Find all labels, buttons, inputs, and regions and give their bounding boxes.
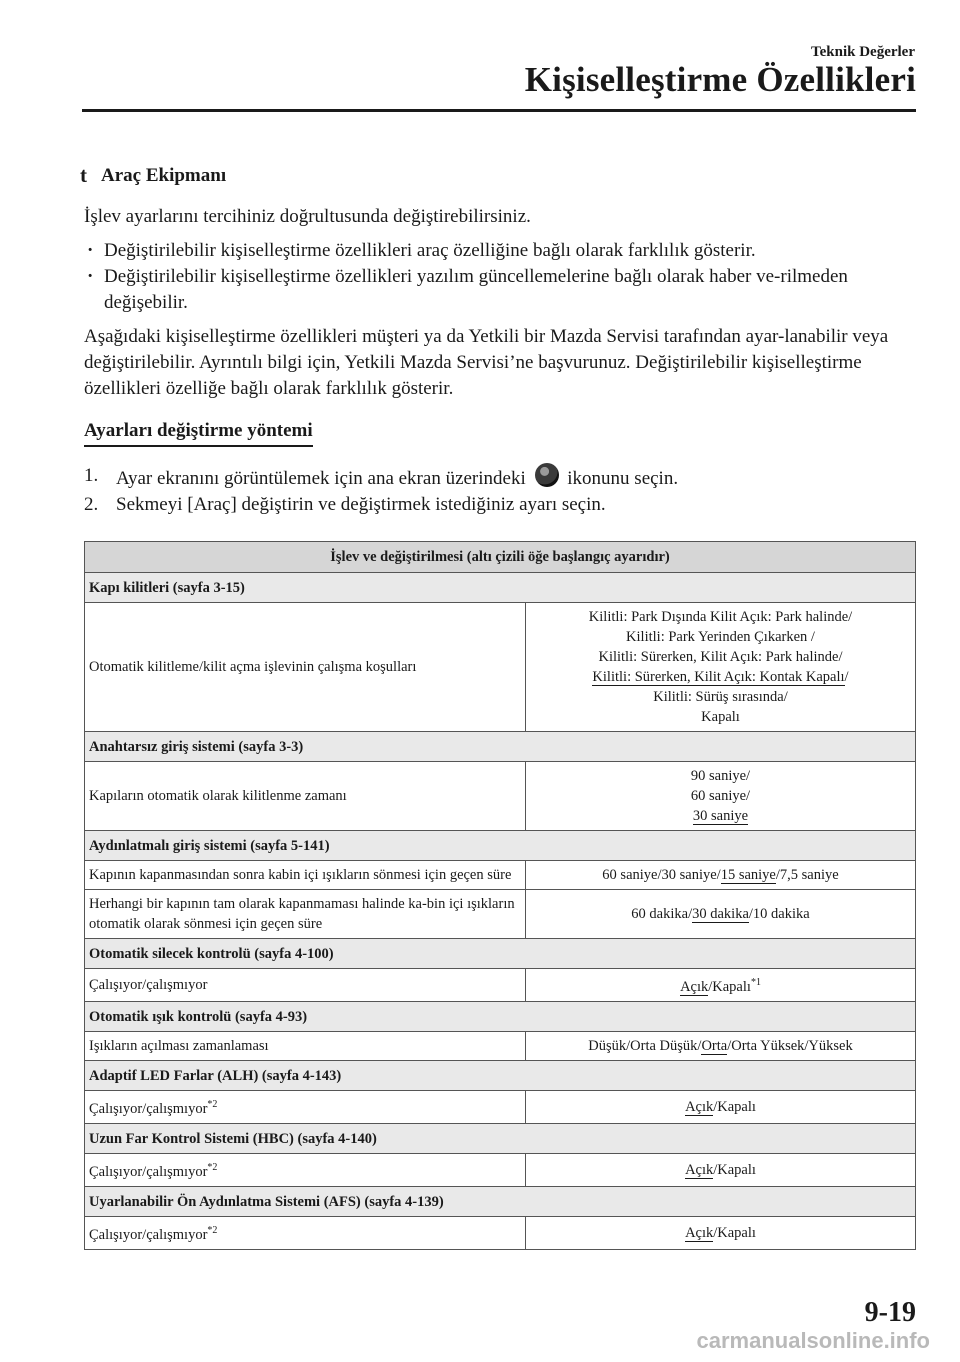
option — [530, 806, 911, 826]
step-item — [84, 463, 914, 492]
option: Kilitli: Park Dışında Kilit Açık: Park halinde/ — [588, 609, 853, 625]
default-option: 15 saniye — [720, 867, 776, 883]
section-marker-icon: t — [80, 163, 87, 187]
steps-list — [84, 463, 914, 518]
table-group-row — [85, 573, 916, 603]
default-option: Kilitli: Sürerken, Kilit Açık: Kontak Kapalı — [592, 669, 845, 685]
setting-options — [526, 603, 916, 732]
step-item — [84, 492, 914, 518]
watermark: carmanualsonline.info — [696, 1328, 930, 1353]
default-option: Açık — [685, 1099, 714, 1115]
table-header: İşlev ve değiştirilmesi (altı çizili öğe başlangıç ayarıdır) — [85, 542, 916, 573]
table-row — [85, 1091, 916, 1124]
setting-options — [526, 1154, 916, 1187]
function-label: Kapının kapanmasından sonra kabin içi ışıkların sönmesi için geçen süre — [85, 861, 526, 890]
function-label: Kapıların otomatik olarak kilitlenme zamanı — [85, 762, 526, 831]
function-label: Işıkların açılması zamanlaması — [85, 1032, 526, 1061]
option: Kapalı — [701, 709, 740, 725]
page-title: Kişiselleştirme Özellikleri — [524, 60, 916, 99]
body-content — [84, 204, 914, 518]
settings-gear-icon — [535, 463, 559, 487]
table-group-row — [85, 939, 916, 969]
option: 60 saniye/ — [690, 788, 751, 804]
table-row — [85, 890, 916, 939]
header-section-label: Teknik Değerler — [810, 44, 915, 60]
default-option: Açık — [680, 979, 709, 995]
setting-options — [526, 890, 916, 939]
footnote-marker: *2 — [207, 1225, 218, 1236]
table-row — [85, 762, 916, 831]
table-row — [85, 603, 916, 732]
option-text: /Kapalı — [713, 1162, 756, 1178]
table-group-row — [85, 1002, 916, 1032]
default-option: 30 dakika — [692, 906, 749, 922]
step-text: Sekmeyi [Araç] değiştirin ve değiştirmek istediğiniz ayarı seçin. — [116, 494, 606, 515]
option-text: /Kapalı — [713, 1099, 756, 1115]
table-group-row — [85, 732, 916, 762]
setting-options — [526, 861, 916, 890]
footnote-marker: *2 — [207, 1162, 218, 1173]
setting-options — [526, 1032, 916, 1061]
notes-list — [84, 238, 914, 316]
note-item: · Değiştirilebilir kişiselleştirme özellikleri araç özelliğine bağlı olarak farklılık gösterir. — [84, 238, 914, 264]
table-row — [85, 1154, 916, 1187]
option: Kilitli: Park Yerinden Çıkarken / — [626, 629, 815, 645]
function-label — [85, 1091, 526, 1124]
default-option: Açık — [685, 1162, 714, 1178]
table-group-row — [85, 1061, 916, 1091]
option: 90 saniye/ — [690, 768, 751, 784]
option-separator: / — [844, 669, 849, 685]
option: Kilitli: Sürüş sırasında/ — [653, 689, 788, 705]
table-row — [85, 861, 916, 890]
setting-options — [526, 1091, 916, 1124]
note-item: · Değiştirilebilir kişiselleştirme özellikleri yazılım güncellemelerine bağlı olarak haber ve-rilmeden değişebilir. — [84, 264, 914, 316]
group-label: Anahtarsız giriş sistemi (sayfa 3-3) — [85, 732, 916, 762]
option — [530, 667, 911, 687]
table-row — [85, 1217, 916, 1250]
settings-table — [84, 541, 916, 1250]
option-text: /7,5 saniye — [775, 867, 839, 883]
function-label-text: Çalışıyor/çalışmıyor — [89, 1227, 208, 1243]
default-option: 30 saniye — [692, 808, 749, 824]
step-text-after: ikonunu seçin. — [567, 468, 679, 489]
option-text: /Orta Yüksek/Yüksek — [727, 1038, 853, 1054]
function-label — [85, 1217, 526, 1250]
option-text: /Kapalı — [713, 1225, 756, 1241]
group-label: Kapı kilitleri (sayfa 3-15) — [85, 573, 916, 603]
function-label: Otomatik kilitleme/kilit açma işlevinin çalışma koşulları — [85, 603, 526, 732]
table-group-row — [85, 1124, 916, 1154]
step-text — [116, 463, 678, 492]
footnote-marker: *1 — [750, 977, 761, 988]
setting-options — [526, 969, 916, 1002]
table-row — [85, 1032, 916, 1061]
group-label: Uzun Far Kontrol Sistemi (HBC) (sayfa 4-140) — [85, 1124, 916, 1154]
step-number: 1. — [84, 465, 99, 486]
group-label: Uyarlanabilir Ön Aydınlatma Sistemi (AFS) (sayfa 4-139) — [85, 1187, 916, 1217]
option: Kilitli: Sürerken, Kilit Açık: Park halinde/ — [598, 649, 843, 665]
function-label — [85, 1154, 526, 1187]
group-label: Aydınlatmalı giriş sistemi (sayfa 5-141) — [85, 831, 916, 861]
step-number: 2. — [84, 494, 99, 515]
info-paragraph: Aşağıdaki kişiselleştirme özellikleri müşteri ya da Yetkili bir Mazda Servisi tarafından ayar-lanabilir veya değiştirilebilir. Ayrıntılı bilgi için, Yetkili Mazda Servisi’ne başvurunuz. Değiştirilebilir kişiselleştirme özellikleri özelliğe bağlı olarak farklılık gösterir. — [84, 326, 889, 399]
option-text: 60 dakika/ — [631, 906, 693, 922]
setting-options — [526, 762, 916, 831]
default-option: Açık — [685, 1225, 714, 1241]
table-row — [85, 969, 916, 1002]
group-label: Adaptif LED Farlar (ALH) (sayfa 4-143) — [85, 1061, 916, 1091]
table-header-row — [85, 542, 916, 573]
footnote-marker: *2 — [207, 1099, 218, 1110]
table-group-row — [85, 831, 916, 861]
function-label: Herhangi bir kapının tam olarak kapanmaması halinde ka-bin içi ışıkların otomatik olarak sönmesi için geçen süre — [85, 890, 526, 939]
option-text: /Kapalı — [708, 979, 751, 995]
option-text: 60 saniye/30 saniye/ — [602, 867, 721, 883]
header-divider — [82, 109, 916, 112]
group-label: Otomatik silecek kontrolü (sayfa 4-100) — [85, 939, 916, 969]
setting-options — [526, 1217, 916, 1250]
function-label: Çalışıyor/çalışmıyor — [85, 969, 526, 1002]
function-label-text: Çalışıyor/çalışmıyor — [89, 1101, 208, 1117]
section-heading — [80, 163, 226, 188]
intro-text: İşlev ayarlarını tercihiniz doğrultusunda değiştirebilirsiniz. — [84, 206, 531, 227]
page-number: 9-19 — [864, 1297, 916, 1328]
section-title: Araç Ekipmanı — [101, 164, 227, 186]
table-group-row — [85, 1187, 916, 1217]
step-text-before: Ayar ekranını görüntülemek için ana ekran üzerindeki — [116, 468, 526, 489]
function-label-text: Çalışıyor/çalışmıyor — [89, 1164, 208, 1180]
option-text: /10 dakika — [748, 906, 810, 922]
default-option: Orta — [701, 1038, 728, 1054]
subheading: Ayarları değiştirme yöntemi — [84, 418, 313, 447]
option-text: Düşük/Orta Düşük/ — [588, 1038, 702, 1054]
group-label: Otomatik ışık kontrolü (sayfa 4-93) — [85, 1002, 916, 1032]
